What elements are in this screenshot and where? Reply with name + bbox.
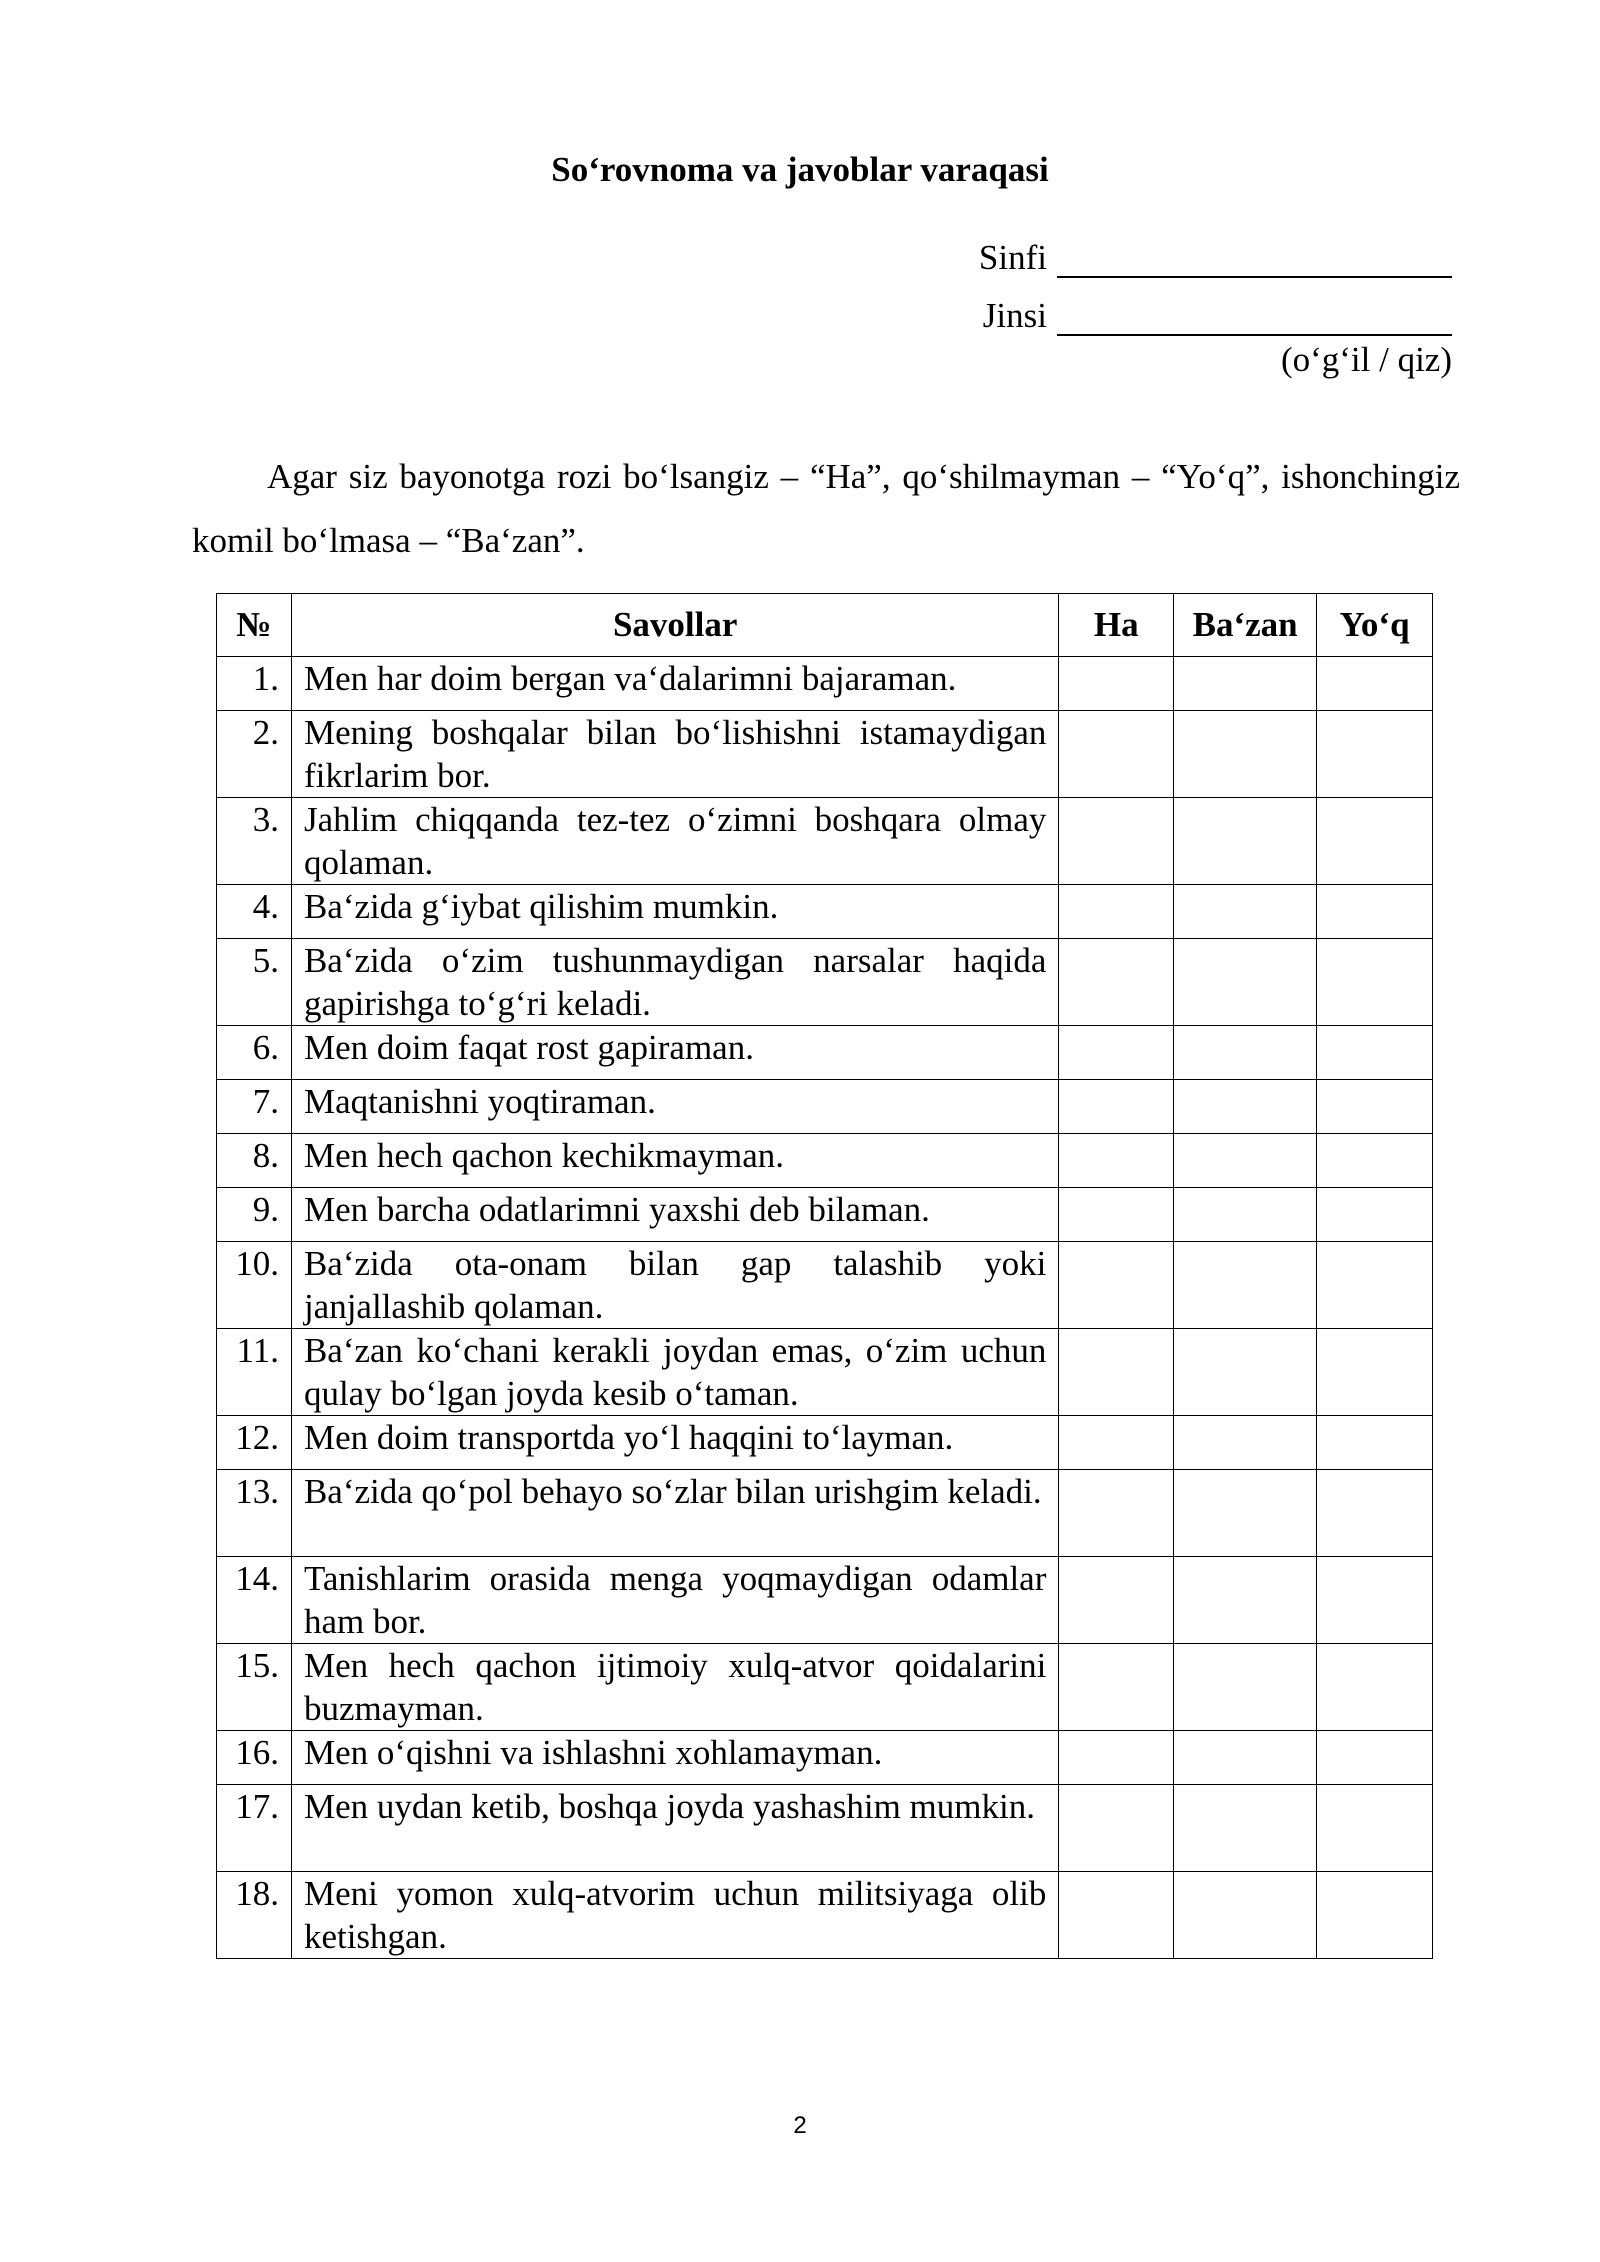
row-number: 1.	[217, 657, 292, 711]
class-field	[979, 238, 1452, 278]
class-blank-line[interactable]	[1057, 246, 1452, 278]
row-number: 8.	[217, 1134, 292, 1188]
table-row	[217, 1188, 1433, 1242]
row-number: 16.	[217, 1731, 292, 1785]
answer-cell-yes[interactable]	[1059, 1470, 1174, 1557]
question-text: Jahlim chiqqanda tez-tez o‘zimni boshqara olmay qolaman.	[291, 798, 1058, 885]
row-number: 15.	[217, 1644, 292, 1731]
answer-cell-no[interactable]	[1317, 1026, 1433, 1080]
answer-cell-yes[interactable]	[1059, 657, 1174, 711]
answer-cell-sometimes[interactable]	[1174, 1242, 1317, 1329]
answer-cell-yes[interactable]	[1059, 1329, 1174, 1416]
question-text: Men hech qachon kechikmayman.	[291, 1134, 1058, 1188]
answer-cell-sometimes[interactable]	[1174, 1872, 1317, 1959]
row-number: 2.	[217, 711, 292, 798]
gender-blank-line[interactable]	[1057, 304, 1452, 336]
table-row	[217, 939, 1433, 1026]
answer-cell-sometimes[interactable]	[1174, 1644, 1317, 1731]
page-title: So‘rovnoma va javoblar varaqasi	[551, 150, 1049, 189]
question-text: Men barcha odatlarimni yaxshi deb bilaman.	[291, 1188, 1058, 1242]
answer-cell-sometimes[interactable]	[1174, 1188, 1317, 1242]
question-text: Ba‘zida o‘zim tushunmaydigan narsalar haqida gapirishga to‘g‘ri keladi.	[291, 939, 1058, 1026]
row-number: 3.	[217, 798, 292, 885]
answer-cell-yes[interactable]	[1059, 885, 1174, 939]
answer-cell-sometimes[interactable]	[1174, 1785, 1317, 1872]
answer-cell-sometimes[interactable]	[1174, 1731, 1317, 1785]
row-number: 10.	[217, 1242, 292, 1329]
row-number: 14.	[217, 1557, 292, 1644]
answer-cell-yes[interactable]	[1059, 1242, 1174, 1329]
page-number: 2	[793, 2112, 807, 2139]
question-text: Men doim faqat rost gapiraman.	[291, 1026, 1058, 1080]
question-text: Tanishlarim orasida menga yoqmaydigan odamlar ham bor.	[291, 1557, 1058, 1644]
answer-cell-no[interactable]	[1317, 1188, 1433, 1242]
answer-cell-yes[interactable]	[1059, 1644, 1174, 1731]
header-yes: Ha	[1059, 594, 1174, 657]
table-row	[217, 1134, 1433, 1188]
answer-cell-yes[interactable]	[1059, 1731, 1174, 1785]
question-text: Ba‘zida ota-onam bilan gap talashib yoki janjallashib qolaman.	[291, 1242, 1058, 1329]
gender-field	[983, 296, 1452, 336]
instruction-paragraph: Agar siz bayonotga rozi bo‘lsangiz – “Ha”, qo‘shilmayman – “Yo‘q”, ishonchingiz komil bo‘lmasa – “Ba‘zan”.	[192, 457, 1460, 560]
question-text: Men uydan ketib, boshqa joyda yashashim mumkin.	[291, 1785, 1058, 1872]
answer-cell-yes[interactable]	[1059, 1872, 1174, 1959]
answer-cell-yes[interactable]	[1059, 939, 1174, 1026]
table-row	[217, 1731, 1433, 1785]
row-number: 6.	[217, 1026, 292, 1080]
answer-cell-sometimes[interactable]	[1174, 1416, 1317, 1470]
gender-label: Jinsi	[982, 296, 1047, 335]
question-text: Mening boshqalar bilan bo‘lishishni istamaydigan fikrlarim bor.	[291, 711, 1058, 798]
answer-cell-sometimes[interactable]	[1174, 1329, 1317, 1416]
row-number: 7.	[217, 1080, 292, 1134]
answer-cell-sometimes[interactable]	[1174, 1470, 1317, 1557]
question-text: Ba‘zida qo‘pol behayo so‘zlar bilan urishgim keladi.	[291, 1470, 1058, 1557]
table-row	[217, 1416, 1433, 1470]
gender-hint: (o‘g‘il / qiz)	[1280, 340, 1452, 379]
row-number: 9.	[217, 1188, 292, 1242]
row-number: 5.	[217, 939, 292, 1026]
row-number: 12.	[217, 1416, 292, 1470]
row-number: 11.	[217, 1329, 292, 1416]
answer-cell-no[interactable]	[1317, 885, 1433, 939]
row-number: 13.	[217, 1470, 292, 1557]
header-no: Yo‘q	[1317, 594, 1433, 657]
answer-cell-sometimes[interactable]	[1174, 798, 1317, 885]
row-number: 17.	[217, 1785, 292, 1872]
answer-cell-yes[interactable]	[1059, 1188, 1174, 1242]
answer-cell-no[interactable]	[1317, 1785, 1433, 1872]
answer-cell-no[interactable]	[1317, 1134, 1433, 1188]
table-row	[217, 1470, 1433, 1557]
answer-cell-no[interactable]	[1317, 798, 1433, 885]
answer-cell-yes[interactable]	[1059, 1134, 1174, 1188]
answer-cell-no[interactable]	[1317, 1416, 1433, 1470]
table-row	[217, 1872, 1433, 1959]
answer-cell-yes[interactable]	[1059, 1416, 1174, 1470]
answer-cell-sometimes[interactable]	[1174, 1080, 1317, 1134]
header-sometimes: Ba‘zan	[1174, 594, 1317, 657]
answer-cell-sometimes[interactable]	[1174, 939, 1317, 1026]
answer-cell-yes[interactable]	[1059, 1557, 1174, 1644]
answer-cell-sometimes[interactable]	[1174, 885, 1317, 939]
question-text: Meni yomon xulq-atvorim uchun militsiyaga olib ketishgan.	[291, 1872, 1058, 1959]
answer-cell-yes[interactable]	[1059, 1026, 1174, 1080]
answer-cell-sometimes[interactable]	[1174, 711, 1317, 798]
class-label: Sinfi	[978, 238, 1047, 277]
table-row	[217, 1026, 1433, 1080]
answer-cell-no[interactable]	[1317, 1872, 1433, 1959]
answer-cell-no[interactable]	[1317, 1644, 1433, 1731]
table-row	[217, 1644, 1433, 1731]
table-row	[217, 798, 1433, 885]
answer-cell-yes[interactable]	[1059, 798, 1174, 885]
row-number: 4.	[217, 885, 292, 939]
table-row	[217, 1080, 1433, 1134]
table-row	[217, 885, 1433, 939]
table-row	[217, 1557, 1433, 1644]
question-text: Maqtanishni yoqtiraman.	[291, 1080, 1058, 1134]
survey-table	[216, 593, 1433, 1959]
answer-cell-no[interactable]	[1317, 711, 1433, 798]
table-row	[217, 711, 1433, 798]
answer-cell-yes[interactable]	[1059, 1080, 1174, 1134]
answer-cell-yes[interactable]	[1059, 1785, 1174, 1872]
answer-cell-no[interactable]	[1317, 1242, 1433, 1329]
table-row	[217, 657, 1433, 711]
header-number: №	[217, 594, 292, 657]
answer-cell-sometimes[interactable]	[1174, 1557, 1317, 1644]
question-text: Men o‘qishni va ishlashni xohlamayman.	[291, 1731, 1058, 1785]
answer-cell-no[interactable]	[1317, 1080, 1433, 1134]
question-text: Ba‘zan ko‘chani kerakli joydan emas, o‘zim uchun qulay bo‘lgan joyda kesib o‘taman.	[291, 1329, 1058, 1416]
question-text: Men hech qachon ijtimoiy xulq-atvor qoidalarini buzmayman.	[291, 1644, 1058, 1731]
answer-cell-sometimes[interactable]	[1174, 657, 1317, 711]
table-row	[217, 1329, 1433, 1416]
question-text: Men har doim bergan va‘dalarimni bajaraman.	[291, 657, 1058, 711]
answer-cell-no[interactable]	[1317, 1329, 1433, 1416]
answer-cell-no[interactable]	[1317, 939, 1433, 1026]
answer-cell-sometimes[interactable]	[1174, 1134, 1317, 1188]
header-questions: Savollar	[291, 594, 1058, 657]
answer-cell-no[interactable]	[1317, 1557, 1433, 1644]
answer-cell-no[interactable]	[1317, 657, 1433, 711]
question-text: Ba‘zida g‘iybat qilishim mumkin.	[291, 885, 1058, 939]
table-row	[217, 1242, 1433, 1329]
table-header-row	[217, 594, 1433, 657]
row-number: 18.	[217, 1872, 292, 1959]
answer-cell-no[interactable]	[1317, 1470, 1433, 1557]
answer-cell-yes[interactable]	[1059, 711, 1174, 798]
table-row	[217, 1785, 1433, 1872]
answer-cell-sometimes[interactable]	[1174, 1026, 1317, 1080]
question-text: Men doim transportda yo‘l haqqini to‘layman.	[291, 1416, 1058, 1470]
answer-cell-no[interactable]	[1317, 1731, 1433, 1785]
